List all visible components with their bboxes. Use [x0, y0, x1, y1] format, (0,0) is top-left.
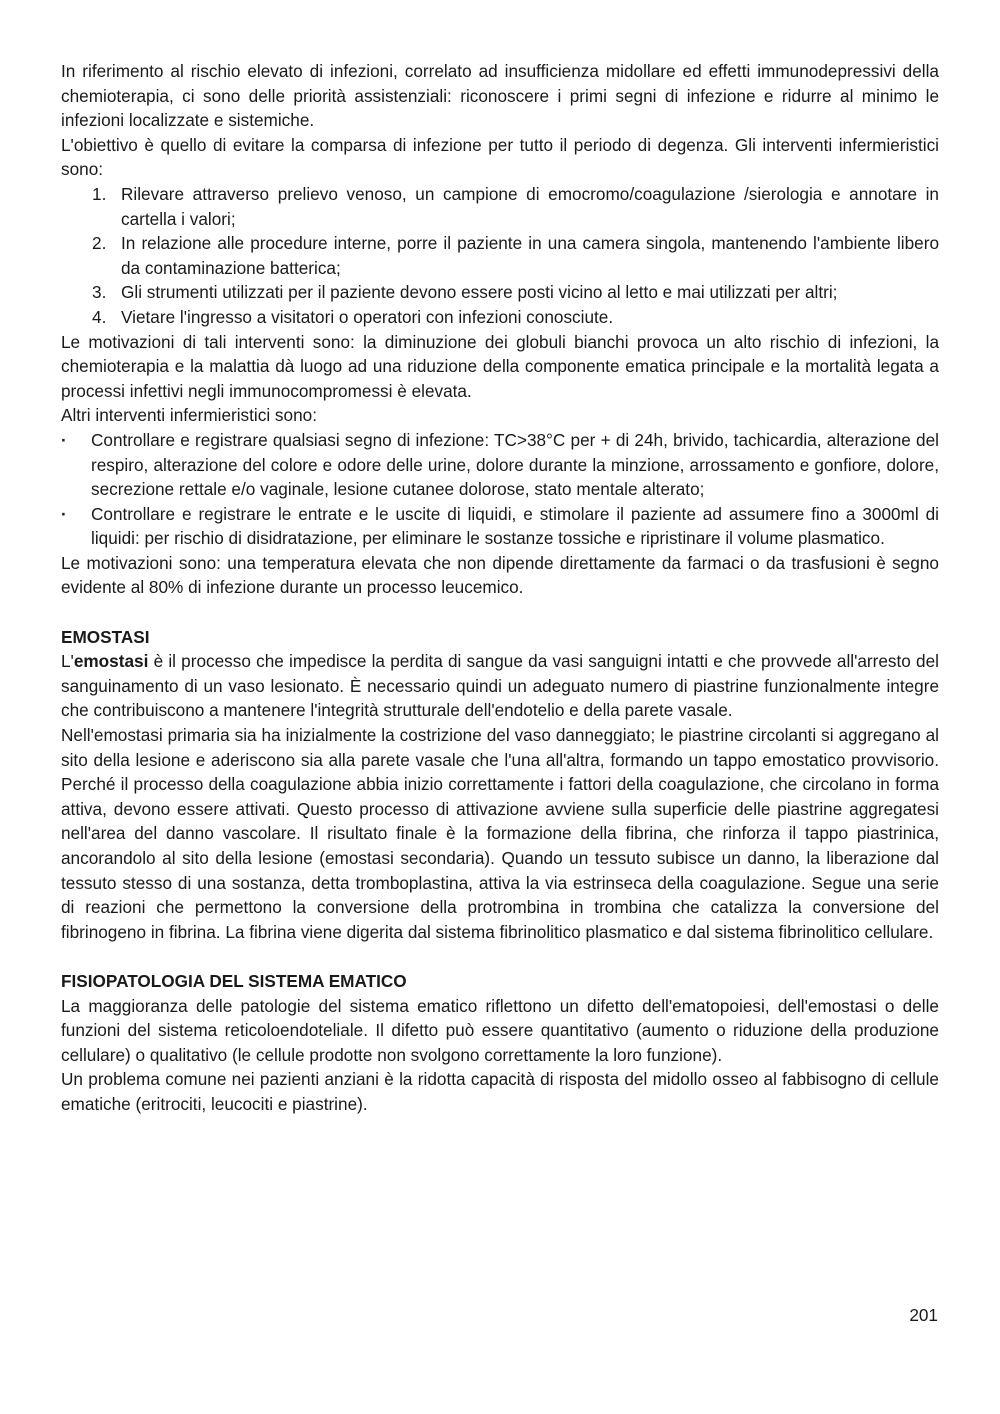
list-item: Vietare l'ingresso a visitatori o operatori con infezioni conosciute.	[121, 306, 614, 327]
section-spacer	[61, 600, 939, 625]
emostasi-lead-prefix: L'	[61, 651, 74, 672]
emostasi-term: emostasi	[73, 651, 149, 672]
intro-paragraph-1: In riferimento al rischio elevato di infezioni, correlato ad insufficienza midollare ed effetti immunodepressivi della chemioterapia, ci sono delle priorità assistenziali: riconoscere i primi segni di infezione e ridurre al minimo le infezioni localizzate e sistemiche.	[61, 61, 939, 131]
page-number: 201	[909, 1305, 938, 1325]
section-heading-emostasi: EMOSTASI	[61, 626, 150, 647]
list-item: · Controllare e registrare le entrate e le uscite di liquidi, e stimolare il paziente ad assumere fino a 3000ml di liquidi: per rischio di disidratazione, per eliminare le sostanze tossiche e ripristinare il volume plasmatico.	[91, 502, 939, 551]
emostasi-lead-rest: è il processo che impedisce la perdita di sangue da vasi sanguigni intatti e che provvede all'arresto del sanguinamento di un vaso lesionato. È necessario quindi un adeguato numero di piastrine funzionalmente integre che contribuiscono a mantenere l'integrità strutturale dell'endotelio e della parete vasale.	[61, 651, 939, 721]
other-interventions-list	[61, 428, 939, 551]
intro-paragraph-4: Altri interventi infermieristici sono:	[61, 405, 317, 426]
intro-paragraph-3: Le motivazioni di tali interventi sono: la diminuzione dei globuli bianchi provoca un alto rischio di infezioni, la chemioterapia e la malattia dà luogo ad una riduzione della componente ematica principale e la mortalità legata a processi infettivi negli immunocompromessi è elevata.	[61, 331, 939, 401]
document-page	[61, 59, 939, 1117]
fisiopatologia-paragraph-1: La maggioranza delle patologie del sistema ematico riflettono un difetto dell'ematopoiesi, dell'emostasi o delle funzioni del sistema reticoloendoteliale. Il difetto può essere quantitativo (aumento o riduzione della produzione cellulare) o qualitativo (le cellule prodotte non svolgono correttamente la loro funzione).	[61, 995, 939, 1065]
emostasi-paragraph-1	[61, 649, 939, 723]
section-heading-fisiopatologia: FISIOPATOLOGIA DEL SISTEMA EMATICO	[61, 970, 407, 991]
fisiopatologia-paragraph-2: Un problema comune nei pazienti anziani è la ridotta capacità di risposta del midollo osseo al fabbisogno di cellule ematiche (eritrociti, leucociti e piastrine).	[61, 1069, 939, 1114]
emostasi-paragraph-2: Nell'emostasi primaria sia ha inizialmente la costrizione del vaso danneggiato; le piastrine circolanti si aggregano al sito della lesione e aderiscono sia alla parete vasale che l'una all'altra, formando un tappo emostatico provvisorio. Perché il processo della coagulazione abbia inizio correttamente i fattori della coagulazione, che circolano in forma attiva, devono essere attivati. Questo processo di attivazione avviene sulla superficie delle piastrine aggregatesi nell'area del danno vascolare. Il risultato finale è la formazione della fibrina, che rinforza il tappo piastrinica, ancorandolo al sito della lesione (emostasi secondaria). Quando un tessuto subisce un danno, la liberazione dal tessuto stesso di una sostanza, detta tromboplastina, attiva la via estrinseca della coagulazione. Segue una serie di reazioni che permettono la conversione della protrombina in trombina che catalizza la conversione del fibrinogeno in fibrina. La fibrina viene digerita dal sistema fibrinolitico plasmatico e dal sistema fibrinolitico cellulare.	[61, 725, 939, 942]
nursing-interventions-list	[61, 182, 939, 330]
list-item: Rilevare attraverso prelievo venoso, un campione di emocromo/coagulazione /sierologia e annotare in cartella i valori;	[121, 183, 939, 229]
list-item: · Controllare e registrare qualsiasi segno di infezione: TC>38°C per + di 24h, brivido, tachicardia, alterazione del respiro, alterazione del colore e odore delle urine, dolore durante la minzione, arrossamento e gonfiore, dolore, secrezione rettale e/o vaginale, lesione cutanee dolorose, stato mentale alterato;	[91, 428, 939, 502]
intro-paragraph-5: Le motivazioni sono: una temperatura elevata che non dipende direttamente da farmaci o da trasfusioni è segno evidente al 80% di infezione durante un processo leucemico.	[61, 552, 939, 598]
list-item: In relazione alle procedure interne, porre il paziente in una camera singola, mantenendo l'ambiente libero da contaminazione batterica;	[121, 233, 939, 278]
intro-paragraph-2: L'obiettivo è quello di evitare la comparsa di infezione per tutto il periodo di degenza. Gli interventi infermieristici sono:	[61, 134, 939, 180]
list-item: Gli strumenti utilizzati per il paziente devono essere posti vicino al letto e mai utilizzati per altri;	[121, 282, 838, 303]
section-spacer	[61, 944, 939, 969]
